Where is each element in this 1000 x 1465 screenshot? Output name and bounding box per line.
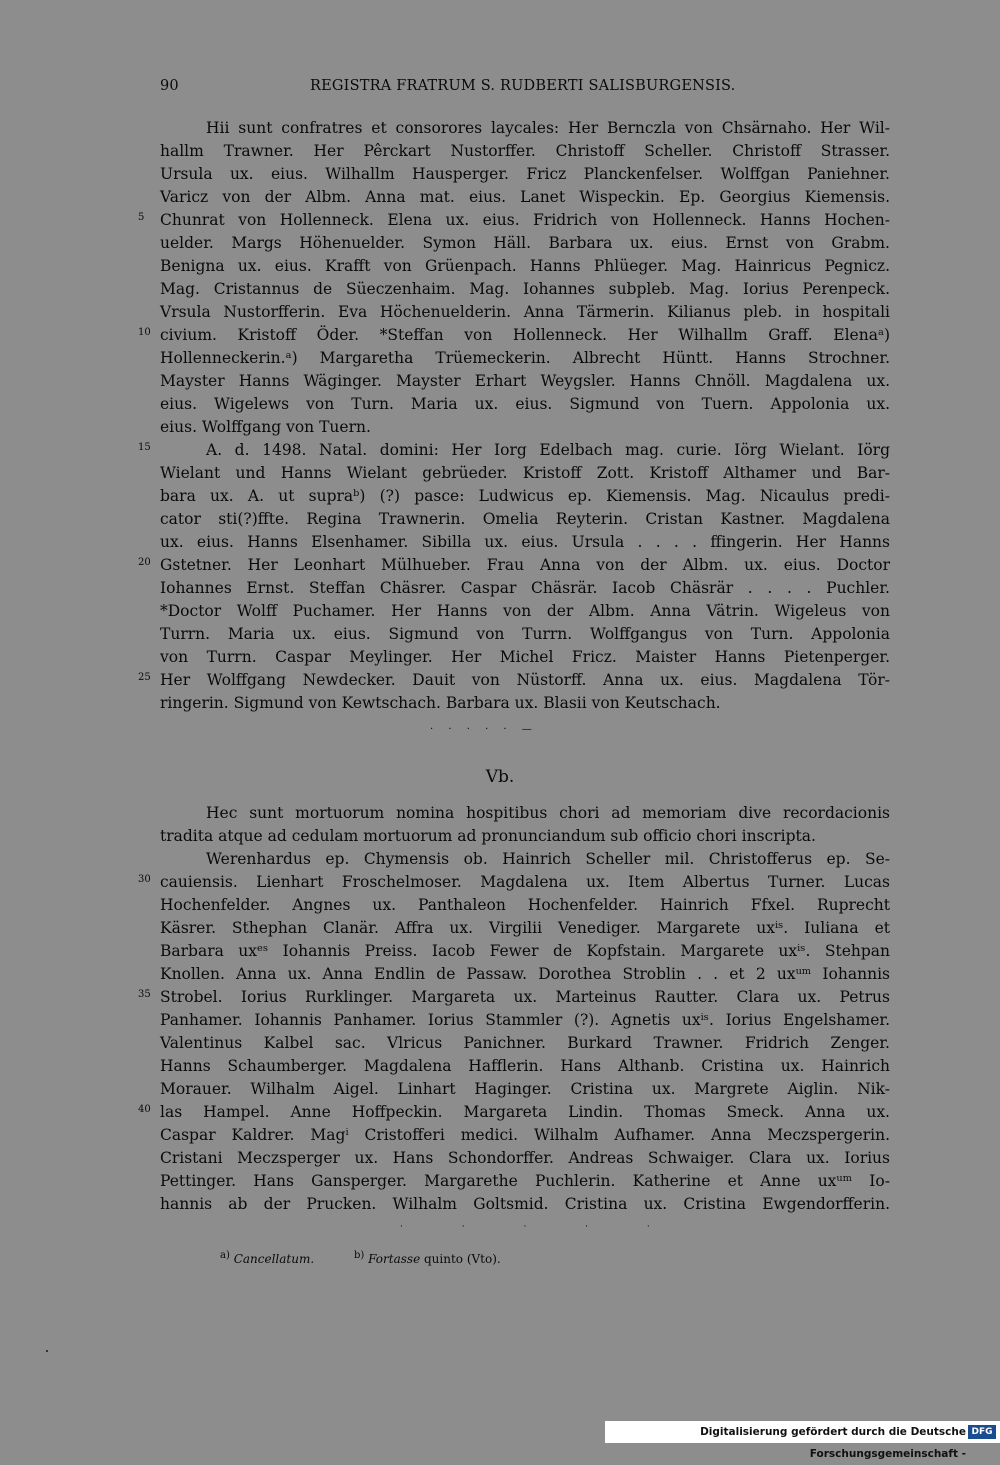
- text-line: [160, 1193, 890, 1216]
- line-text: hannis ab der Prucken. Wilhalm Goltsmid. Cristina ux. Cristina Ewgendorfferin.: [160, 1195, 890, 1213]
- dfg-footer: [605, 1421, 1000, 1460]
- line-text: Mag. Cristannus de Süeczenhaim. Mag. Iohannes subpleb. Mag. Iorius Perenpeck.: [160, 280, 890, 298]
- text-line: [138, 871, 890, 894]
- mortuorum-section: [138, 802, 890, 1216]
- text-line: [138, 439, 890, 462]
- running-head: REGISTRA FRATRUM S. RUDBERTI SALISBURGENSIS.: [310, 78, 736, 94]
- line-text: Panhamer. Iohannis Panhamer. Iorius Stammler (?). Agnetis uxⁱˢ. Iorius Engelshamer.: [160, 1011, 890, 1029]
- line-text: Gstetner. Her Leonhart Mülhueber. Frau Anna von der Albm. ux. eius. Doctor: [160, 556, 890, 574]
- text-line: [160, 825, 890, 848]
- line-text: A. d. 1498. Natal. domini: Her Iorg Edelbach mag. curie. Iörg Wielant. Iörg: [206, 441, 890, 459]
- line-text: Hec sunt mortuorum nomina hospitibus chori ad memoriam dive recordacionis: [206, 804, 890, 822]
- section-separator: · · · · · —: [430, 724, 538, 735]
- page-header: [160, 78, 890, 100]
- line-text: Iohannes Ernst. Steffan Chäsrer. Caspar Chäsrär. Iacob Chäsrär . . . . Puchler.: [160, 579, 890, 597]
- line-text: Caspar Kaldrer. Magⁱ Cristofferi medici. Wilhalm Aufhamer. Anna Meczspergerin.: [160, 1126, 890, 1144]
- text-line: [160, 1055, 890, 1078]
- text-line: [160, 623, 890, 646]
- text-line: [138, 554, 890, 577]
- line-number: 35: [138, 989, 151, 1000]
- line-text: eius. Wolffgang von Tuern.: [160, 418, 371, 436]
- line-text: Vrsula Nustorfferin. Eva Höchenuelderin. Anna Tärmerin. Kilianus pleb. in hospitali: [160, 303, 890, 321]
- text-line: [160, 255, 890, 278]
- text-line: [160, 940, 890, 963]
- text-line: [160, 232, 890, 255]
- line-text: ux. eius. Hanns Elsenhamer. Sibilla ux. eius. Ursula . . . . ffingerin. Her Hanns: [160, 533, 890, 551]
- line-text: Her Wolffgang Newdecker. Dauit von Nüstorff. Anna ux. eius. Magdalena Tör-: [160, 671, 890, 689]
- text-line: [160, 963, 890, 986]
- text-line: [160, 278, 890, 301]
- line-text: Hochenfelder. Angnes ux. Panthaleon Hochenfelder. Hainrich Ffxel. Ruprecht: [160, 896, 890, 914]
- text-line: [160, 163, 890, 186]
- footnote-b: [354, 1250, 501, 1266]
- line-text: civium. Kristoff Öder. *Steffan von Hollenneck. Her Wilhallm Graff. Elenaᵃ): [160, 326, 890, 344]
- dfg-logo-icon: DFG: [968, 1425, 996, 1439]
- line-text: *Doctor Wolff Puchamer. Her Hanns von der Albm. Anna Vätrin. Wigeleus von: [160, 602, 890, 620]
- text-line: [160, 802, 890, 825]
- line-text: Valentinus Kalbel sac. Vlricus Panichner. Burkard Trawner. Fridrich Zenger.: [160, 1034, 890, 1052]
- text-line: [160, 1009, 890, 1032]
- text-line: [160, 140, 890, 163]
- text-line: [160, 416, 890, 439]
- confratres-section: [138, 117, 890, 715]
- text-line: [160, 485, 890, 508]
- text-line: [160, 1124, 890, 1147]
- line-text: Benigna ux. eius. Krafft von Grüenpach. Hanns Phlüeger. Mag. Hainricus Pegnicz.: [160, 257, 890, 275]
- text-line: [160, 1032, 890, 1055]
- line-text: Strobel. Iorius Rurklinger. Margareta ux. Marteinus Rautter. Clara ux. Petrus: [160, 988, 890, 1006]
- line-text: Hii sunt confratres et consorores laycales: Her Bernczla von Chsärnaho. Her Wil-: [206, 119, 890, 137]
- text-line: [160, 301, 890, 324]
- line-number: 40: [138, 1104, 151, 1115]
- text-line: [138, 986, 890, 1009]
- line-text: Varicz von der Albm. Anna mat. eius. Lanet Wispeckin. Ep. Georgius Kiemensis.: [160, 188, 890, 206]
- line-text: bara ux. A. ut supraᵇ) (?) pasce: Ludwicus ep. Kiemensis. Mag. Nicaulus predi-: [160, 487, 890, 505]
- footnotes: [220, 1250, 720, 1266]
- line-text: Ursula ux. eius. Wilhallm Hausperger. Fricz Planckenfelser. Wolffgan Paniehner.: [160, 165, 890, 183]
- line-number: 20: [138, 557, 151, 568]
- line-text: Hanns Schaumberger. Magdalena Hafflerin. Hans Althanb. Cristina ux. Hainrich: [160, 1057, 890, 1075]
- line-text: Turrn. Maria ux. eius. Sigmund von Turrn. Wolffgangus von Turn. Appolonia: [160, 625, 890, 643]
- text-line: [160, 531, 890, 554]
- text-line: [138, 1101, 890, 1124]
- text-line: [160, 577, 890, 600]
- line-text: Barbara uxᵉˢ Iohannis Preiss. Iacob Fewer de Kopfstain. Margarete uxⁱˢ. Stehpan: [160, 942, 890, 960]
- text-line: [160, 692, 890, 715]
- section-title: Vb.: [485, 767, 515, 787]
- text-line: [160, 462, 890, 485]
- line-text: cator sti(?)ffte. Regina Trawnerin. Omelia Reyterin. Cristan Kastner. Magdalena: [160, 510, 890, 528]
- line-text: Knollen. Anna ux. Anna Endlin de Passaw. Dorothea Stroblin . . et 2 uxᵘᵐ Iohannis: [160, 965, 890, 983]
- text-line: [160, 646, 890, 669]
- line-text: Morauer. Wilhalm Aigel. Linhart Haginger. Cristina ux. Margrete Aiglin. Nik-: [160, 1080, 890, 1098]
- text-line: [138, 209, 890, 232]
- line-text: uelder. Margs Höhenuelder. Symon Häll. Barbara ux. eius. Ernst von Grabm.: [160, 234, 890, 252]
- line-text: von Turrn. Caspar Meylinger. Her Michel Fricz. Maister Hanns Pietenperger.: [160, 648, 890, 666]
- text-line: [160, 186, 890, 209]
- line-text: hallm Trawner. Her Pêrckart Nustorffer. Christoff Scheller. Christoff Strasser.: [160, 142, 890, 160]
- line-text: las Hampel. Anne Hoffpeckin. Margareta Lindin. Thomas Smeck. Anna ux.: [160, 1103, 890, 1121]
- text-line: [138, 324, 890, 347]
- footer-text: Digitalisierung gefördert durch die Deutsche Forschungsgemeinschaft -: [700, 1426, 966, 1460]
- line-text: Hollenneckerin.ᵃ) Margaretha Trüemeckerin. Albrecht Hüntt. Hanns Strochner.: [160, 349, 890, 367]
- line-text: Mayster Hanns Wäginger. Mayster Erhart Weygsler. Hanns Chnöll. Magdalena ux.: [160, 372, 890, 390]
- text-line: [138, 669, 890, 692]
- line-text: Cristani Meczsperger ux. Hans Schondorffer. Andreas Schwaiger. Clara ux. Iorius: [160, 1149, 890, 1167]
- line-number: 25: [138, 672, 151, 683]
- scan-speck: [46, 1350, 48, 1352]
- text-line: [160, 848, 890, 871]
- footnote-a-text: Cancellatum.: [233, 1252, 315, 1266]
- line-number: 15: [138, 442, 151, 453]
- footnote-b-rest: quinto (Vto).: [424, 1252, 501, 1266]
- line-text: eius. Wigelews von Turn. Maria ux. eius. Sigmund von Tuern. Appolonia ux.: [160, 395, 890, 413]
- text-line: [160, 508, 890, 531]
- text-line: [160, 117, 890, 140]
- footnote-a: [220, 1252, 314, 1266]
- line-text: Wielant und Hanns Wielant gebrüeder. Kristoff Zott. Kristoff Althamer und Bar-: [160, 464, 890, 482]
- line-text: tradita atque ad cedulam mortuorum ad pronunciandum sub officio chori inscripta.: [160, 827, 816, 845]
- line-text: Pettinger. Hans Gansperger. Margarethe Puchlerin. Katherine et Anne uxᵘᵐ Io-: [160, 1172, 890, 1190]
- section-end-dots: · · · · ·: [400, 1222, 678, 1232]
- text-line: [160, 917, 890, 940]
- line-number: 5: [138, 212, 145, 223]
- text-line: [160, 370, 890, 393]
- text-line: [160, 393, 890, 416]
- text-line: [160, 894, 890, 917]
- footnote-b-mark: b): [354, 1250, 365, 1261]
- text-line: [160, 600, 890, 623]
- line-number: 30: [138, 874, 151, 885]
- footnote-b-italic: Fortasse: [368, 1252, 421, 1266]
- line-text: cauiensis. Lienhart Froschelmoser. Magdalena ux. Item Albertus Turner. Lucas: [160, 873, 890, 891]
- text-line: [160, 1078, 890, 1101]
- text-line: [160, 1170, 890, 1193]
- line-text: Werenhardus ep. Chymensis ob. Hainrich Scheller mil. Christofferus ep. Se-: [206, 850, 890, 868]
- text-line: [160, 347, 890, 370]
- page-number: 90: [160, 78, 179, 94]
- line-number: 10: [138, 327, 151, 338]
- line-text: ringerin. Sigmund von Kewtschach. Barbara ux. Blasii von Keutschach.: [160, 694, 721, 712]
- line-text: Käsrer. Sthephan Clanär. Affra ux. Virgilii Venediger. Margarete uxⁱˢ. Iuliana et: [160, 919, 890, 937]
- line-text: Chunrat von Hollenneck. Elena ux. eius. Fridrich von Hollenneck. Hanns Hochen-: [160, 211, 890, 229]
- footnote-a-mark: a): [220, 1250, 230, 1261]
- text-line: [160, 1147, 890, 1170]
